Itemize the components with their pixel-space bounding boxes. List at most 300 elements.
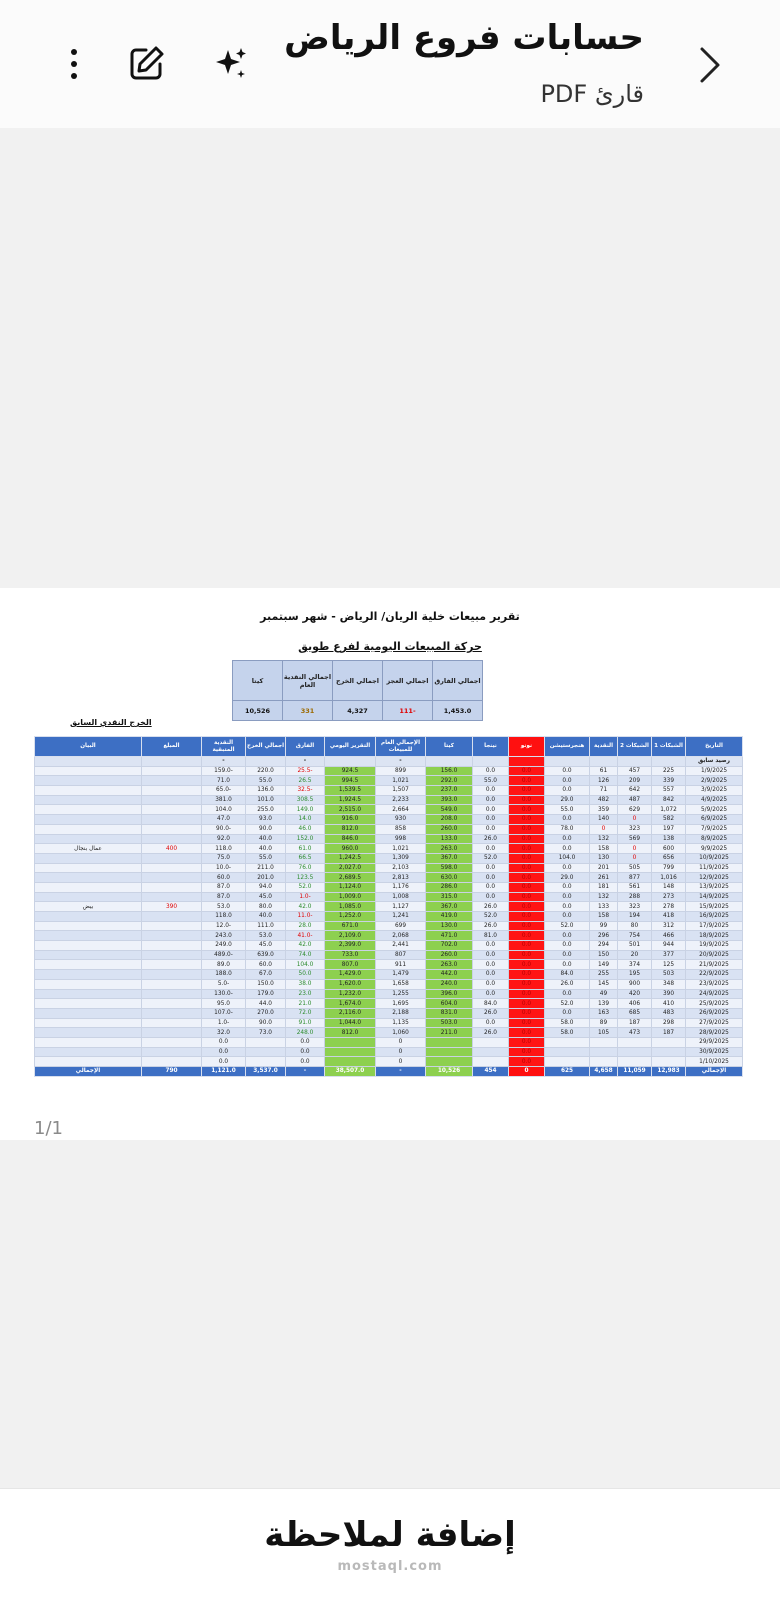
table-cell: 26.0 [473,1008,509,1018]
table-cell: 0.0 [545,892,590,902]
table-cell: 4,658 [590,1067,618,1077]
table-cell [545,1047,590,1057]
table-cell: 156.0 [426,766,473,776]
table-cell: 2/9/2025 [686,776,743,786]
table-row [35,873,743,883]
table-cell: 1,658 [376,979,426,989]
table-cell: 377 [652,950,686,960]
table-cell: 28.0 [286,921,325,931]
chevron-right-icon[interactable] [690,40,730,90]
summary-value: -111 [383,701,433,721]
table-cell: 158 [590,844,618,854]
table-row [35,912,743,922]
table-cell: 61 [590,766,618,776]
table-cell: 0.0 [509,950,545,960]
table-cell [142,892,202,902]
table-cell: - [202,757,246,767]
table-cell [35,1008,142,1018]
app-subtitle: قارئ PDF [540,80,644,108]
table-cell: 1,176 [376,882,426,892]
table-cell: 26.0 [473,1028,509,1038]
table-cell: 1,009.0 [325,892,376,902]
table-cell: 20 [618,950,652,960]
table-cell: 0.0 [509,892,545,902]
table-cell: 60.0 [202,873,246,883]
table-cell: 0.0 [509,824,545,834]
sparkle-icon[interactable] [206,40,254,88]
table-cell: 14.0 [286,815,325,825]
table-cell: 1,479 [376,970,426,980]
table-cell: 93.0 [246,815,286,825]
table-cell: 0.0 [509,999,545,1009]
table-cell: 14/9/2025 [686,892,743,902]
table-cell: 49 [590,989,618,999]
table-cell: 0.0 [509,873,545,883]
table-cell: 89.0 [202,960,246,970]
column-header: الفارق [286,737,325,757]
table-cell: 3,537.0 [246,1067,286,1077]
table-cell: 261 [590,873,618,883]
pdf-page [0,588,780,1140]
table-cell: 877 [618,873,652,883]
table-cell [35,863,142,873]
table-cell: 339 [652,776,686,786]
table-cell: 557 [652,786,686,796]
table-cell [652,1047,686,1057]
table-cell: 130.0 [426,921,473,931]
table-cell: 0.0 [202,1057,246,1067]
table-cell: -159.0 [202,766,246,776]
table-cell: 2,233 [376,795,426,805]
table-cell [618,1047,652,1057]
document-title: حسابات فروع الرياض [284,18,644,58]
table-cell: 243.0 [202,931,246,941]
table-cell [35,921,142,931]
table-cell: 473 [618,1028,652,1038]
table-cell: 0.0 [545,815,590,825]
table-cell: 55.0 [246,853,286,863]
table-cell: -41.0 [286,931,325,941]
summary-value: 1,453.0 [433,701,483,721]
table-cell [246,1057,286,1067]
table-cell: 0.0 [545,902,590,912]
table-cell: 0.0 [545,989,590,999]
table-cell: 1,021 [376,776,426,786]
table-cell [142,921,202,931]
table-cell [142,1018,202,1028]
table-cell: 457 [618,766,652,776]
column-header: كيتا [426,737,473,757]
table-cell: 118.0 [202,912,246,922]
table-cell [35,960,142,970]
table-cell [35,795,142,805]
table-cell [35,950,142,960]
table-cell: 0.0 [509,834,545,844]
table-cell: 15/9/2025 [686,902,743,912]
table-cell: 0.0 [509,844,545,854]
table-cell: 2,664 [376,805,426,815]
table-cell: 0.0 [473,892,509,902]
table-cell: 9/9/2025 [686,844,743,854]
table-cell: 924.5 [325,766,376,776]
table-cell [325,1057,376,1067]
report-subtitle: حركة المبيعات اليومية لفرع طويق [298,640,482,653]
table-cell [35,1047,142,1057]
table-cell: 71.0 [202,776,246,786]
table-cell: 29.0 [545,795,590,805]
table-cell: 179.0 [246,989,286,999]
table-cell: 0.0 [509,912,545,922]
table-cell: 197 [652,824,686,834]
table-cell: -489.0 [202,950,246,960]
table-cell: 0.0 [509,970,545,980]
table-cell: -11.0 [286,912,325,922]
table-cell: 400 [142,844,202,854]
table-cell [590,1047,618,1057]
table-cell: 900 [618,979,652,989]
table-row [35,989,743,999]
table-cell: 0.0 [509,931,545,941]
table-cell: 3/9/2025 [686,786,743,796]
summary-table [232,660,483,721]
table-cell: -10.0 [202,863,246,873]
table-cell: 94.0 [246,882,286,892]
table-cell [142,970,202,980]
table-cell: 0.0 [473,815,509,825]
table-cell: 0.0 [509,1047,545,1057]
table-cell: 1,044.0 [325,1018,376,1028]
table-cell: 52.0 [545,921,590,931]
table-cell: 348 [652,979,686,989]
table-cell: 22/9/2025 [686,970,743,980]
table-cell: 0.0 [473,979,509,989]
table-cell: 0.0 [545,941,590,951]
table-row [35,960,743,970]
table-cell [246,757,286,767]
table-cell: 132 [590,892,618,902]
table-cell: -130.0 [202,989,246,999]
table-cell [426,1047,473,1057]
table-cell: 17/9/2025 [686,921,743,931]
table-cell: -65.0 [202,786,246,796]
table-cell: 0 [618,815,652,825]
table-cell [509,757,545,767]
table-cell [35,815,142,825]
table-cell: -107.0 [202,1008,246,1018]
table-cell [35,989,142,999]
table-cell: 1,241 [376,912,426,922]
table-cell [142,766,202,776]
table-cell: 148 [652,882,686,892]
table-cell: 2,515.0 [325,805,376,815]
table-cell [142,805,202,815]
table-cell: 278 [652,902,686,912]
table-cell: - [376,1067,426,1077]
table-row [35,824,743,834]
table-cell: 466 [652,931,686,941]
table-cell: 0.0 [286,1057,325,1067]
app-bar [0,0,780,128]
table-cell: 1,695 [376,999,426,1009]
table-cell: 130 [590,853,618,863]
table-row [35,931,743,941]
table-cell: 846.0 [325,834,376,844]
table-cell: 58.0 [545,1018,590,1028]
table-cell [590,1037,618,1047]
add-note-button[interactable]: إضافة لملاحظة [264,1515,516,1555]
table-cell: 671.0 [325,921,376,931]
table-cell: 1,085.0 [325,902,376,912]
table-cell [473,1037,509,1047]
table-cell: 90.0 [246,1018,286,1028]
table-cell: 1,016 [652,873,686,883]
table-cell: 503.0 [426,1018,473,1028]
table-cell: 0.0 [509,882,545,892]
table-cell [142,1057,202,1067]
table-cell: 145 [590,979,618,989]
table-cell: 0.0 [286,1047,325,1057]
table-cell: 123.5 [286,873,325,883]
table-cell: 0.0 [509,863,545,873]
table-cell: 118.0 [202,844,246,854]
table-cell: 911 [376,960,426,970]
table-cell: 24/9/2025 [686,989,743,999]
table-cell: 270.0 [246,1008,286,1018]
table-cell: 40.0 [246,834,286,844]
table-cell: 92.0 [202,834,246,844]
table-cell: 0.0 [545,931,590,941]
table-cell: 0 [618,853,652,863]
table-cell [35,1028,142,1038]
table-cell: 139 [590,999,618,1009]
table-cell: 418 [652,912,686,922]
table-cell: 6/9/2025 [686,815,743,825]
table-cell: 26.0 [473,834,509,844]
table-cell: 396.0 [426,989,473,999]
table-cell: 0.0 [509,921,545,931]
table-cell: 501 [618,941,652,951]
table-cell [142,931,202,941]
table-cell: 831.0 [426,1008,473,1018]
table-cell: 53.0 [246,931,286,941]
table-row [35,766,743,776]
table-cell [142,1047,202,1057]
table-cell: 74.0 [286,950,325,960]
table-cell: 140 [590,815,618,825]
table-cell: 32.0 [202,1028,246,1038]
table-cell: 960.0 [325,844,376,854]
table-cell: 78.0 [545,824,590,834]
table-cell [35,941,142,951]
table-cell: 225 [652,766,686,776]
table-cell: 104.0 [545,853,590,863]
table-cell [35,979,142,989]
table-cell: 359 [590,805,618,815]
table-cell: 263.0 [426,960,473,970]
table-cell: 2,109.0 [325,931,376,941]
table-cell: 240.0 [426,979,473,989]
table-cell: 916.0 [325,815,376,825]
table-row [35,1047,743,1057]
table-cell [35,766,142,776]
table-cell: 471.0 [426,931,473,941]
edit-icon[interactable] [122,40,170,88]
table-cell: 95.0 [202,999,246,1009]
table-cell: 163 [590,1008,618,1018]
table-cell: 16/9/2025 [686,912,743,922]
table-cell: 201.0 [246,873,286,883]
table-cell: 1,252.0 [325,912,376,922]
table-row [35,815,743,825]
sales-table [34,736,743,1077]
bottom-bar [0,1488,780,1600]
table-cell: 66.5 [286,853,325,863]
table-cell: 381.0 [202,795,246,805]
table-cell [35,873,142,883]
table-cell: 188.0 [202,970,246,980]
table-cell: 0 [618,844,652,854]
table-cell: 44.0 [246,999,286,1009]
table-cell [142,999,202,1009]
table-cell: 1,232.0 [325,989,376,999]
table-cell: 1,072 [652,805,686,815]
table-cell [35,805,142,815]
table-cell: 26.0 [545,979,590,989]
table-cell: 263.0 [426,844,473,854]
table-cell: 209 [618,776,652,786]
table-cell: 45.0 [246,892,286,902]
table-cell [590,1057,618,1067]
table-cell: 642 [618,786,652,796]
table-cell: 1,127 [376,902,426,912]
table-cell: 625 [545,1067,590,1077]
table-cell: 12/9/2025 [686,873,743,883]
table-cell: 26.0 [473,921,509,931]
table-cell [142,853,202,863]
table-cell [142,989,202,999]
page-indicator: 1/1 [34,1118,63,1139]
table-row [35,979,743,989]
column-header: البيان [35,737,142,757]
table-cell: 101.0 [246,795,286,805]
table-cell: 25/9/2025 [686,999,743,1009]
table-cell: 315.0 [426,892,473,902]
table-cell: 899 [376,766,426,776]
column-header: التقرير اليومي [325,737,376,757]
table-cell [142,1028,202,1038]
table-cell: 80.0 [246,902,286,912]
table-cell: 260.0 [426,824,473,834]
table-cell: 211.0 [246,863,286,873]
table-cell: -32.5 [286,786,325,796]
table-cell: 10,526 [426,1067,473,1077]
table-cell: 26/9/2025 [686,1008,743,1018]
table-cell: 47.0 [202,815,246,825]
table-cell: 0.0 [545,1008,590,1018]
table-cell: 393.0 [426,795,473,805]
table-cell: 1,060 [376,1028,426,1038]
table-cell: 1,674.0 [325,999,376,1009]
table-cell: 75.0 [202,853,246,863]
table-cell: 0.0 [473,989,509,999]
table-cell: 40.0 [246,912,286,922]
table-cell: 255.0 [246,805,286,815]
table-cell: 46.0 [286,824,325,834]
table-row [35,776,743,786]
table-cell: 0.0 [509,766,545,776]
table-cell: 104.0 [286,960,325,970]
table-cell: 150.0 [246,979,286,989]
watermark: mostaql.com [337,1559,443,1574]
more-vertical-icon[interactable] [50,40,98,88]
table-cell: 1,121.0 [202,1067,246,1077]
column-header: اجمالي الخرج [246,737,286,757]
table-cell: 187 [652,1028,686,1038]
table-cell: 104.0 [202,805,246,815]
summary-header: اجمالي العجز [383,661,433,701]
table-cell: 1,255 [376,989,426,999]
table-cell [142,776,202,786]
table-cell: 754 [618,931,652,941]
previous-balance-row [35,757,743,767]
table-cell [142,795,202,805]
table-cell: 255 [590,970,618,980]
table-cell: 19/9/2025 [686,941,743,951]
table-cell: 505 [618,863,652,873]
table-cell: 61.0 [286,844,325,854]
column-header: نونو [509,737,545,757]
table-row [35,892,743,902]
table-cell: 10/9/2025 [686,853,743,863]
table-cell: بيض [35,902,142,912]
table-row [35,950,743,960]
table-cell: 0.0 [473,863,509,873]
column-header: النقدية [590,737,618,757]
table-cell: 0.0 [509,979,545,989]
table-cell: 7/9/2025 [686,824,743,834]
table-cell: -1.0 [286,892,325,902]
table-cell: 0.0 [509,989,545,999]
table-cell: 28/9/2025 [686,1028,743,1038]
table-cell: 52.0 [286,882,325,892]
table-cell: 944 [652,941,686,951]
table-cell: 248.0 [286,1028,325,1038]
table-row [35,882,743,892]
column-header: الشبكات 1 [652,737,686,757]
table-cell: 600 [652,844,686,854]
table-cell: 0.0 [545,834,590,844]
table-cell: 0.0 [509,1028,545,1038]
table-cell: 90.0 [246,824,286,834]
table-cell: 237.0 [426,786,473,796]
table-cell [652,757,686,767]
table-cell: 503 [652,970,686,980]
table-cell: 298 [652,1018,686,1028]
table-cell: 27/9/2025 [686,1018,743,1028]
table-cell: 0.0 [545,786,590,796]
table-cell: 699 [376,921,426,931]
table-cell [325,757,376,767]
table-cell: 604.0 [426,999,473,1009]
table-cell [35,757,142,767]
table-cell: 406 [618,999,652,1009]
table-cell [35,970,142,980]
table-row [35,795,743,805]
table-cell: 194 [618,912,652,922]
table-cell: 52.0 [473,853,509,863]
table-cell: 11/9/2025 [686,863,743,873]
table-cell [652,1037,686,1047]
